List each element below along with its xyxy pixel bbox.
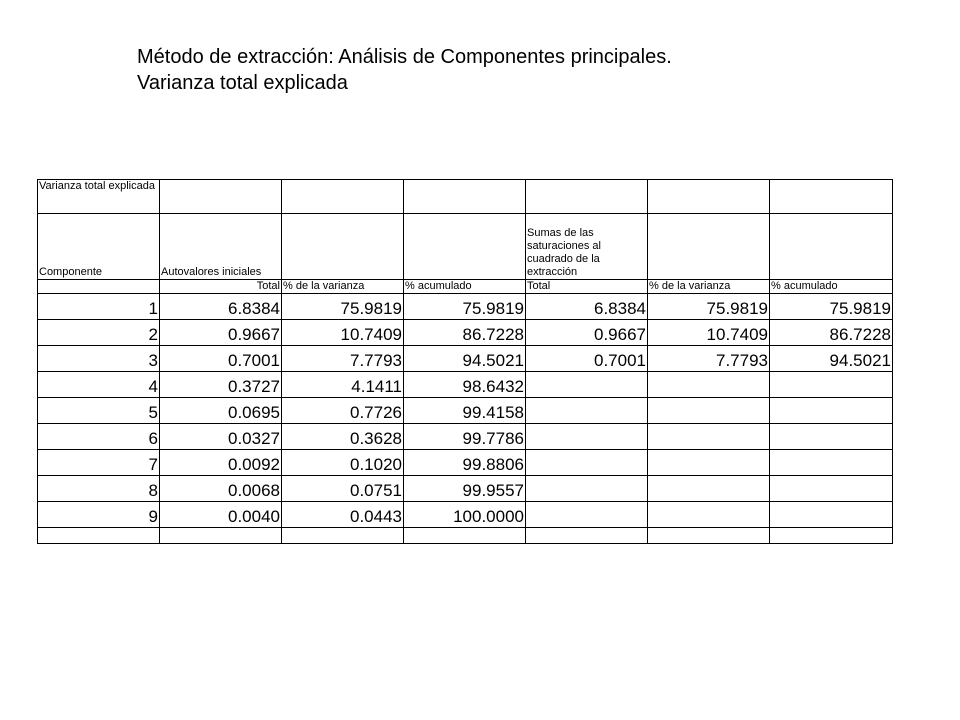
extraction-variance-pct-cell (648, 476, 770, 502)
table-row (38, 424, 893, 450)
extraction-total-cell (526, 398, 648, 424)
extraction-cumulative-pct-cell (770, 450, 893, 476)
empty-cell (160, 528, 282, 544)
blank-row (38, 528, 893, 544)
extraction-variance-pct-cell: 75.9819 (648, 294, 770, 320)
extraction-variance-pct-cell: 7.7793 (648, 346, 770, 372)
table-row (38, 476, 893, 502)
extraction-total-cell (526, 502, 648, 528)
initial-cumulative-pct-cell: 98.6432 (404, 372, 526, 398)
empty-cell (160, 180, 282, 214)
component-number-cell: 4 (38, 372, 160, 398)
extraction-cumulative-pct-cell (770, 424, 893, 450)
initial-eigenvalues-header: Autovalores iniciales (160, 214, 282, 280)
extraction-total-cell: 0.9667 (526, 320, 648, 346)
initial-variance-pct-cell: 7.7793 (282, 346, 404, 372)
sub-header-total: Total (160, 280, 282, 294)
extraction-cumulative-pct-cell (770, 502, 893, 528)
initial-cumulative-pct-cell: 86.7228 (404, 320, 526, 346)
table-row (38, 294, 893, 320)
extraction-cumulative-pct-cell: 86.7228 (770, 320, 893, 346)
extraction-variance-pct-cell: 10.7409 (648, 320, 770, 346)
sub-header-variance-pct: % de la varianza (648, 280, 770, 294)
extraction-variance-pct-cell (648, 450, 770, 476)
empty-cell (648, 214, 770, 280)
extraction-total-cell (526, 450, 648, 476)
initial-variance-pct-cell: 10.7409 (282, 320, 404, 346)
component-number-cell: 1 (38, 294, 160, 320)
sub-header-cumulative-pct: % acumulado (770, 280, 893, 294)
table-caption-cell: Varianza total explicada (38, 180, 160, 214)
empty-cell (404, 180, 526, 214)
extraction-variance-pct-cell (648, 372, 770, 398)
variance-table (37, 179, 893, 544)
initial-cumulative-pct-cell: 99.8806 (404, 450, 526, 476)
table-row (38, 450, 893, 476)
empty-cell (648, 528, 770, 544)
extraction-total-cell (526, 372, 648, 398)
initial-total-cell: 0.9667 (160, 320, 282, 346)
variance-title: Varianza total explicada (137, 72, 348, 94)
extraction-total-cell (526, 424, 648, 450)
sub-header-variance-pct: % de la varianza (282, 280, 404, 294)
table-row (38, 372, 893, 398)
initial-total-cell: 0.0327 (160, 424, 282, 450)
table-body (38, 180, 893, 544)
initial-total-cell: 0.0040 (160, 502, 282, 528)
empty-cell (526, 180, 648, 214)
initial-variance-pct-cell: 0.3628 (282, 424, 404, 450)
sub-header-total: Total (526, 280, 648, 294)
table-row (38, 502, 893, 528)
extraction-sums-header: Sumas de las saturaciones al cuadrado de la extracción (526, 214, 648, 280)
component-number-cell: 2 (38, 320, 160, 346)
initial-total-cell: 6.8384 (160, 294, 282, 320)
empty-cell (282, 180, 404, 214)
caption-row (38, 180, 893, 214)
initial-variance-pct-cell: 0.0443 (282, 502, 404, 528)
component-header: Componente (38, 214, 160, 280)
initial-total-cell: 0.0695 (160, 398, 282, 424)
empty-cell (770, 180, 893, 214)
empty-cell (282, 528, 404, 544)
empty-cell (38, 528, 160, 544)
initial-cumulative-pct-cell: 94.5021 (404, 346, 526, 372)
table-row (38, 320, 893, 346)
component-number-cell: 8 (38, 476, 160, 502)
extraction-method-title: Método de extracción: Análisis de Componentes principales. (137, 46, 672, 68)
extraction-variance-pct-cell (648, 424, 770, 450)
component-number-cell: 9 (38, 502, 160, 528)
initial-variance-pct-cell: 0.0751 (282, 476, 404, 502)
initial-total-cell: 0.0068 (160, 476, 282, 502)
initial-cumulative-pct-cell: 99.7786 (404, 424, 526, 450)
extraction-cumulative-pct-cell (770, 476, 893, 502)
empty-cell (526, 528, 648, 544)
slide-heading (137, 44, 672, 96)
initial-variance-pct-cell: 4.1411 (282, 372, 404, 398)
initial-cumulative-pct-cell: 75.9819 (404, 294, 526, 320)
extraction-variance-pct-cell (648, 502, 770, 528)
component-number-cell: 3 (38, 346, 160, 372)
group-header-row (38, 214, 893, 280)
empty-cell (404, 214, 526, 280)
empty-cell (770, 214, 893, 280)
extraction-variance-pct-cell (648, 398, 770, 424)
extraction-cumulative-pct-cell: 75.9819 (770, 294, 893, 320)
sub-header-cumulative-pct: % acumulado (404, 280, 526, 294)
empty-cell (770, 528, 893, 544)
empty-cell (282, 214, 404, 280)
component-number-cell: 7 (38, 450, 160, 476)
initial-total-cell: 0.3727 (160, 372, 282, 398)
initial-cumulative-pct-cell: 99.9557 (404, 476, 526, 502)
extraction-total-cell: 6.8384 (526, 294, 648, 320)
initial-cumulative-pct-cell: 100.0000 (404, 502, 526, 528)
empty-cell (404, 528, 526, 544)
initial-cumulative-pct-cell: 99.4158 (404, 398, 526, 424)
initial-variance-pct-cell: 0.1020 (282, 450, 404, 476)
empty-cell (38, 280, 160, 294)
initial-variance-pct-cell: 0.7726 (282, 398, 404, 424)
table-row (38, 346, 893, 372)
extraction-total-cell (526, 476, 648, 502)
empty-cell (648, 180, 770, 214)
initial-total-cell: 0.0092 (160, 450, 282, 476)
extraction-cumulative-pct-cell: 94.5021 (770, 346, 893, 372)
initial-variance-pct-cell: 75.9819 (282, 294, 404, 320)
component-number-cell: 6 (38, 424, 160, 450)
sub-header-row (38, 280, 893, 294)
extraction-cumulative-pct-cell (770, 372, 893, 398)
component-number-cell: 5 (38, 398, 160, 424)
table-row (38, 398, 893, 424)
initial-total-cell: 0.7001 (160, 346, 282, 372)
extraction-total-cell: 0.7001 (526, 346, 648, 372)
extraction-cumulative-pct-cell (770, 398, 893, 424)
